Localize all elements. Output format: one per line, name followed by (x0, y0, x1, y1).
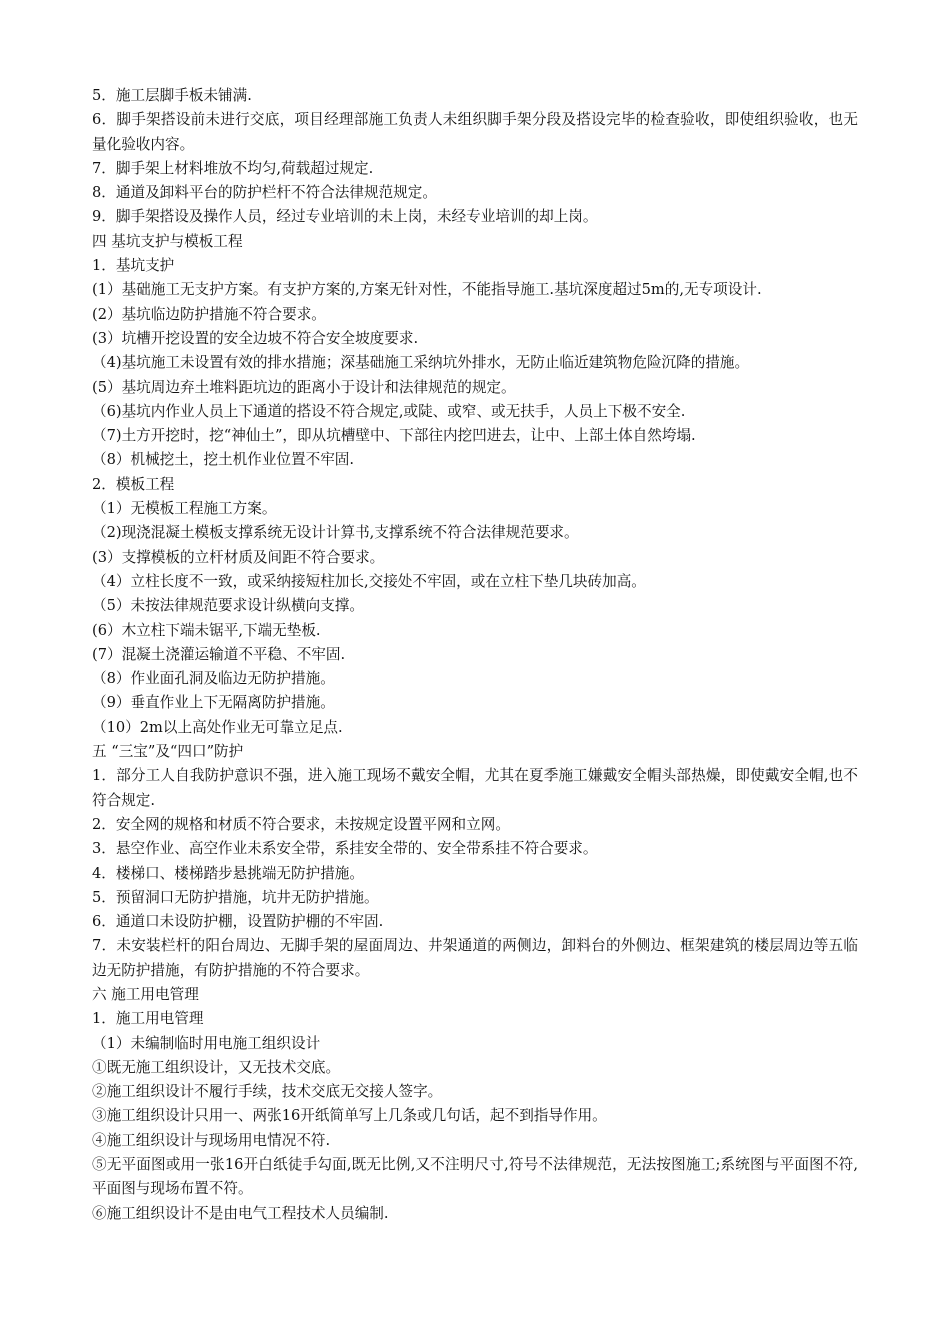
text-line: （4）立柱长度不一致，或采纳接短柱加长,交接处不牢固，或在立柱下垫几块砖加高。 (92, 572, 646, 590)
subsection-heading: 1．施工用电管理 (92, 1010, 204, 1028)
text-line: （1）无模板工程施工方案。 (92, 500, 277, 518)
text-line: （4)基坑施工未设置有效的排水措施；深基础施工采纳坑外排水，无防止临近建筑物危险沉降的措施。 (92, 354, 750, 372)
text-line: (7）混凝土浇灌运输道不平稳、不牢固. (92, 645, 346, 663)
text-line: 7．未安装栏杆的阳台周边、无脚手架的屋面周边、井架通道的两侧边，卸料台的外侧边、框架建筑的楼层周边等五临边无防护措施，有防护措施的不符合要求。 (92, 937, 858, 979)
text-line: （8）作业面孔洞及临边无防护措施。 (92, 670, 335, 688)
text-line: 6．通道口未设防护棚，设置防护棚的不牢固. (92, 913, 384, 931)
section-heading: 六 施工用电管理 (92, 985, 199, 1003)
text-line: 2．安全网的规格和材质不符合要求，未按规定设置平网和立网。 (92, 815, 510, 833)
text-line: 1．部分工人自我防护意识不强，进入施工现场不戴安全帽，尤其在夏季施工嫌戴安全帽头部热燥，即使戴安全帽,也不符合规定. (92, 767, 858, 809)
text-line: 6．脚手架搭设前未进行交底，项目经理部施工负责人未组织脚手架分段及搭设完毕的检查验收，即使组织验收，也无量化验收内容。 (92, 111, 858, 153)
text-line: 5．施工层脚手板未铺满. (92, 87, 252, 104)
text-line: （7)土方开挖时，挖“神仙土”，即从坑槽壁中、下部往内挖凹进去，让中、上部土体自然垮塌. (92, 427, 696, 445)
text-line: ⑥施工组织设计不是由电气工程技术人员编制. (92, 1204, 389, 1222)
subsection-heading: 1．基坑支护 (92, 257, 175, 275)
text-line: (3）坑槽开挖设置的安全边坡不符合安全坡度要求. (92, 329, 419, 347)
text-line: ⑤无平面图或用一张16开白纸徒手勾面,既无比例,又不注明尺寸,符号不法律规范，无法按图施工;系统图与平面图不符,平面图与现场布置不符。 (92, 1156, 858, 1198)
text-line: 9．脚手架搭设及操作人员，经过专业培训的未上岗，未经专业培训的却上岗。 (92, 208, 598, 226)
text-line: (2）基坑临边防护措施不符合要求。 (92, 305, 326, 323)
section-heading: 四 基坑支护与模板工程 (92, 232, 243, 250)
text-line: 8．通道及卸料平台的防护栏杆不符合法律规范规定。 (92, 184, 437, 202)
text-line: 7．脚手架上材料堆放不均匀,荷载超过规定. (92, 159, 374, 177)
text-line: (3）支撑模板的立杆材质及间距不符合要求。 (92, 548, 385, 566)
text-line: （8）机械挖土，挖土机作业位置不牢固. (92, 451, 355, 469)
text-line: (1）基础施工无支护方案。有支护方案的,方案无针对性，不能指导施工.基坑深度超过5m的,无专项设计. (92, 281, 762, 299)
text-line: （1）未编制临时用电施工组织设计 (92, 1034, 321, 1052)
text-line: (6）木立柱下端未锯平,下端无垫板. (92, 621, 321, 639)
text-line: ③施工组织设计只用一、两张16开纸简单写上几条或几句话，起不到指导作用。 (92, 1107, 607, 1125)
text-line: ④施工组织设计与现场用电情况不符. (92, 1131, 331, 1149)
text-line: ②施工组织设计不履行手续，技术交底无交接人签字。 (92, 1083, 443, 1101)
text-line: 4．楼梯口、楼梯踏步悬挑端无防护措施。 (92, 864, 364, 882)
subsection-heading: 2．模板工程 (92, 475, 175, 493)
section-heading: 五 “三宝”及“四口”防护 (92, 743, 244, 761)
text-line: 5．预留洞口无防护措施，坑井无防护措施。 (92, 888, 379, 906)
text-line: （6)基坑内作业人员上下通道的搭设不符合规定,或陡、或窄、或无扶手，人员上下极不安全. (92, 402, 686, 420)
text-line: （5）未按法律规范要求设计纵横向支撑。 (92, 597, 364, 615)
text-line: 3．悬空作业、高空作业未系安全带，系挂安全带的、安全带系挂不符合要求。 (92, 840, 598, 858)
text-line: （10）2m以上高处作业无可靠立足点. (92, 718, 343, 736)
text-line: (5）基坑周边弃土堆料距坑边的距离小于设计和法律规范的规定。 (92, 378, 516, 396)
text-line: （2)现浇混凝土模板支撑系统无设计计算书,支撑系统不符合法律规范要求。 (92, 524, 579, 542)
text-line: ①既无施工组织设计，又无技术交底。 (92, 1058, 341, 1076)
text-line: （9）垂直作业上下无隔离防护措施。 (92, 694, 335, 712)
document-page (92, 84, 858, 1226)
